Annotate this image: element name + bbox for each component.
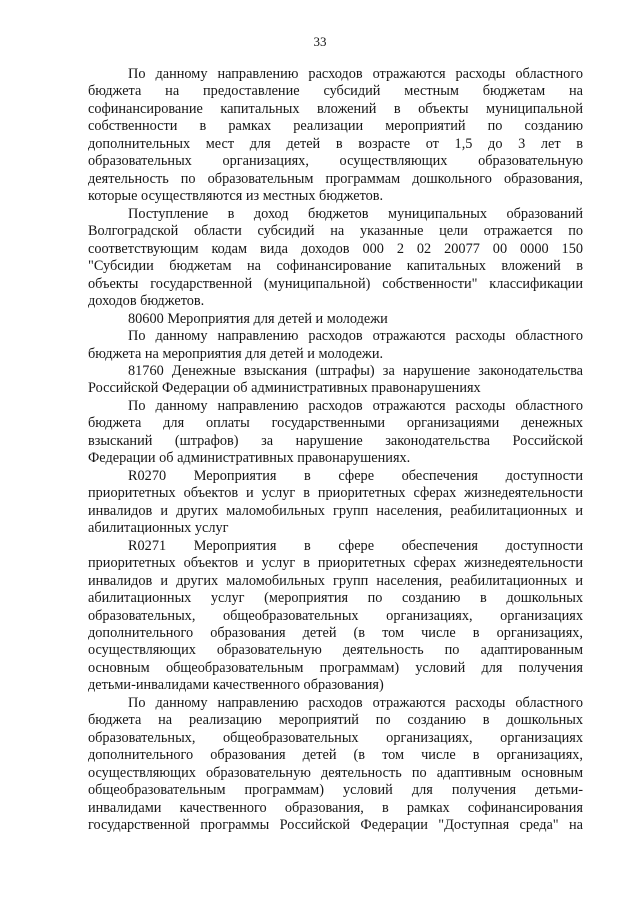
text-line: Волгоградской области субсидий на указанные цели отражается по — [88, 223, 583, 240]
text-line: бюджета на реализацию мероприятий по созданию в дошкольных — [88, 712, 583, 729]
text-line: Поступление в доход бюджетов муниципальных образований — [128, 205, 583, 222]
text-line: бюджета для оплаты государственными организациями денежных — [88, 415, 583, 432]
text-line: доходов бюджетов. — [88, 293, 205, 310]
text-line: осуществляющих образовательную деятельность по адаптированным — [88, 642, 583, 659]
text-line: осуществляющих образовательную деятельность по адаптивным основным — [88, 764, 583, 781]
text-line: образовательных организациях, осуществляющих образовательную — [88, 153, 583, 170]
text-line: общеобразовательным программам) условий для получения детьми- — [88, 782, 583, 799]
text-line: бюджета на предоставление субсидий местным бюджетам на — [88, 83, 583, 100]
paragraph-r0271-description — [88, 695, 583, 835]
text-line: государственной программы Российской Федерации "Доступная среда" на — [88, 817, 583, 834]
text-line: которые осуществляются из местных бюджетов. — [88, 188, 384, 205]
text-line: абилитационных услуг (мероприятия по созданию в дошкольных — [88, 590, 583, 607]
text-line: бюджета на мероприятия для детей и молодежи. — [88, 345, 384, 362]
text-line: объекты государственной (муниципальной) собственности" классификации — [88, 275, 583, 292]
text-line: соответствующим кодам вида доходов 000 2 02 20077 00 0000 150 — [88, 240, 583, 257]
text-line: абилитационных услуг — [88, 520, 229, 537]
text-line: "Субсидии бюджетам на софинансирование капитальных вложений в — [88, 258, 583, 275]
paragraph-income-codes — [88, 206, 583, 311]
text-line: инвалидами качественного образования, в рамках софинансирования — [88, 799, 583, 816]
text-line: деятельность по образовательным программам дошкольного образования, — [88, 170, 583, 187]
text-line: 81760 Денежные взыскания (штрафы) за нарушение законодательства — [128, 362, 583, 379]
section-heading-r0270 — [88, 468, 583, 538]
text-line: инвалидов и других маломобильных групп населения, реабилитационных и — [88, 572, 583, 589]
paragraph-subsidies-description — [88, 66, 583, 206]
text-line: дополнительных мест для детей в возрасте от 1,5 до 3 лет в — [88, 135, 583, 152]
text-line: R0271 Мероприятия в сфере обеспечения доступности — [128, 537, 583, 554]
text-line: основным общеобразовательным программам) условий для получения — [88, 659, 583, 676]
text-line: приоритетных объектов и услуг в приоритетных сферах жизнедеятельности — [88, 555, 583, 572]
text-line: инвалидов и других маломобильных групп населения, реабилитационных и — [88, 502, 583, 519]
text-line: По данному направлению расходов отражаются расходы областного — [128, 397, 583, 414]
text-line: дополнительного образования детей (в том числе в организациях, — [88, 747, 583, 764]
text-line: образовательных, общеобразовательных организациях, организациях — [88, 729, 583, 746]
text-line: По данному направлению расходов отражаются расходы областного — [128, 694, 583, 711]
text-line: По данному направлению расходов отражаются расходы областного — [128, 328, 583, 345]
text-line: Российской Федерации об административных правонарушениях — [88, 380, 481, 397]
paragraph-80600-description — [88, 328, 583, 363]
text-line: Федерации об административных правонарушениях. — [88, 450, 411, 467]
text-line: софинансирование капитальных вложений в объекты муниципальной — [88, 100, 583, 117]
page-number: 33 — [313, 34, 327, 49]
section-heading-81760 — [88, 363, 583, 398]
text-line: R0270 Мероприятия в сфере обеспечения доступности — [128, 467, 583, 484]
text-line: дополнительного образования детей (в том числе в организациях, — [88, 625, 583, 641]
text-line: взысканий (штрафов) за нарушение законодательства Российской — [88, 432, 583, 449]
paragraph-81760-description — [88, 398, 583, 468]
text-line: образовательных, общеобразовательных организациях, организациях — [88, 607, 583, 624]
section-heading-r0271 — [88, 538, 583, 695]
section-heading-80600 — [88, 311, 583, 328]
text-line: приоритетных объектов и услуг в приоритетных сферах жизнедеятельности — [88, 485, 583, 502]
text-line: собственности в рамках реализации мероприятий по созданию — [88, 118, 583, 135]
text-line: 80600 Мероприятия для детей и молодежи — [128, 310, 388, 327]
text-line: детьми-инвалидами качественного образования) — [88, 677, 384, 694]
text-line: По данному направлению расходов отражаются расходы областного — [128, 66, 583, 82]
document-body — [88, 66, 583, 835]
